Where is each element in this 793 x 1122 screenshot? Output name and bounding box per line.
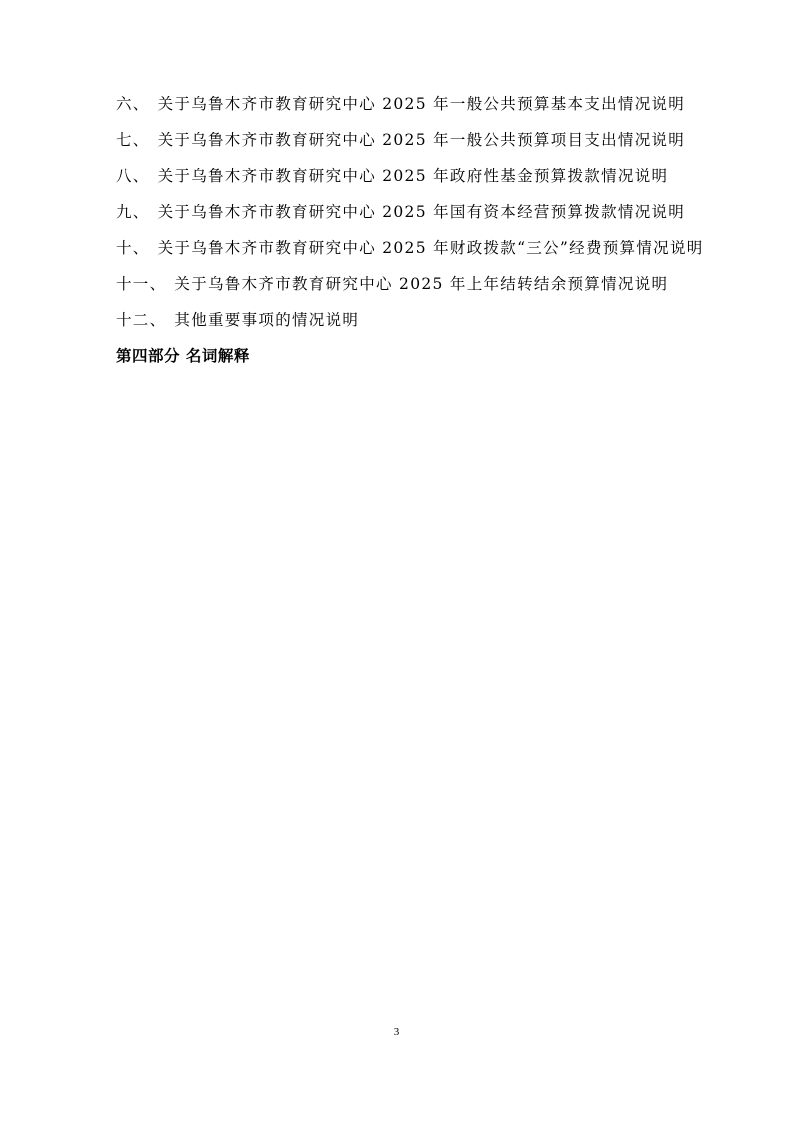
toc-item-number: 十一、 [116, 275, 167, 293]
toc-item-number: 七、 [116, 131, 150, 149]
toc-item-7 [80, 122, 712, 158]
toc-item-9 [80, 194, 712, 230]
toc-item-6 [80, 86, 712, 122]
toc-item-11 [80, 266, 712, 302]
toc-item-text: 关于乌鲁木齐市教育研究中心 2025 年财政拨款“三公”经费预算情况说明 [157, 239, 704, 257]
page-number: 3 [393, 1026, 400, 1038]
toc-item-text: 关于乌鲁木齐市教育研究中心 2025 年一般公共预算基本支出情况说明 [157, 95, 686, 113]
toc-item-text: 关于乌鲁木齐市教育研究中心 2025 年国有资本经营预算拨款情况说明 [157, 203, 686, 221]
toc-item-12 [80, 302, 712, 338]
table-of-contents [80, 86, 712, 374]
toc-item-10 [80, 230, 712, 266]
toc-item-number: 十二、 [116, 311, 167, 329]
toc-item-text: 关于乌鲁木齐市教育研究中心 2025 年政府性基金预算拨款情况说明 [157, 167, 669, 185]
toc-item-number: 八、 [116, 167, 150, 185]
toc-item-text: 关于乌鲁木齐市教育研究中心 2025 年一般公共预算项目支出情况说明 [157, 131, 686, 149]
toc-item-text: 其他重要事项的情况说明 [174, 311, 360, 329]
toc-item-8 [80, 158, 712, 194]
toc-item-number: 六、 [116, 95, 150, 113]
section-heading: 第四部分 名词解释 [116, 347, 250, 365]
toc-item-number: 九、 [116, 203, 150, 221]
toc-item-text: 关于乌鲁木齐市教育研究中心 2025 年上年结转结余预算情况说明 [174, 275, 669, 293]
toc-item-number: 十、 [116, 239, 150, 257]
